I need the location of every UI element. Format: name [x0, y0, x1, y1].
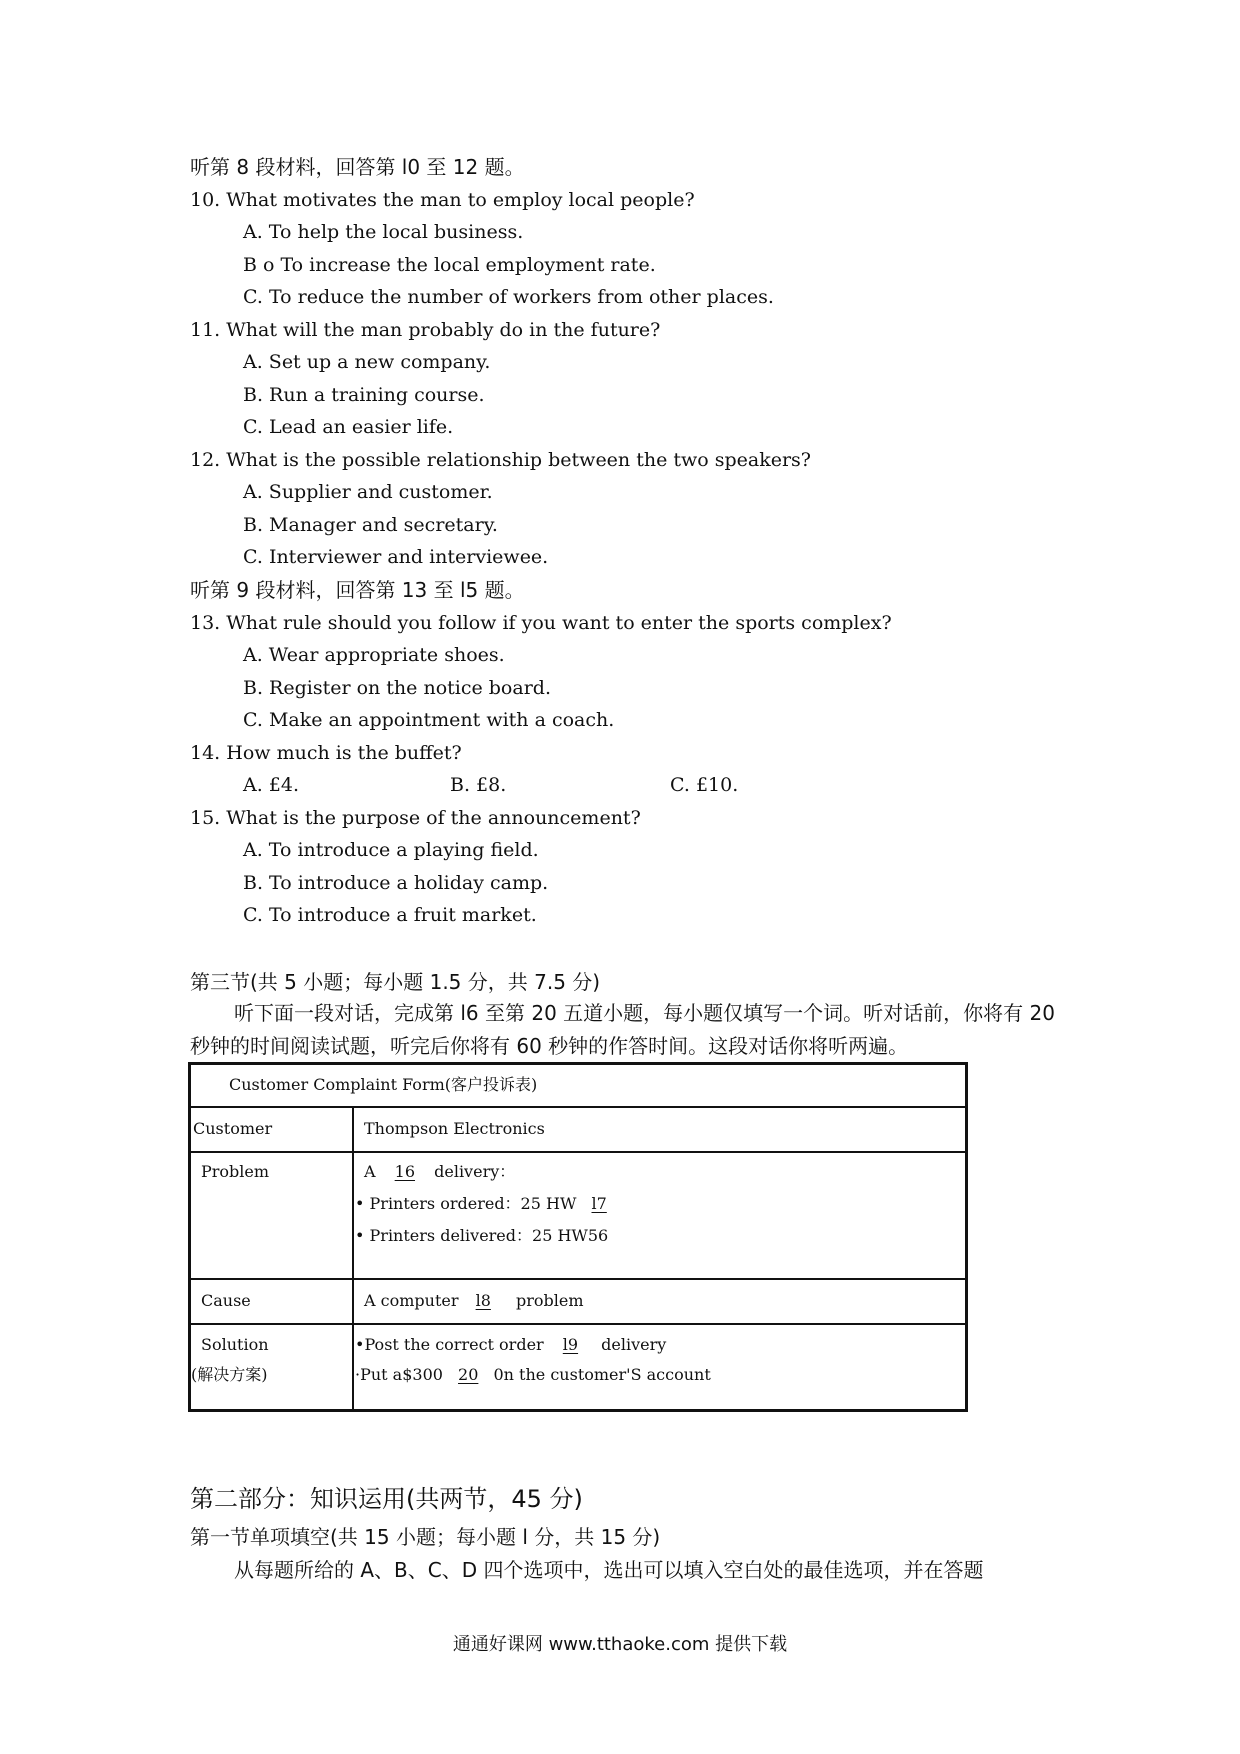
- question-15-option-b: B. To introduce a holiday camp.: [243, 872, 549, 894]
- form-cause-row: [191, 1280, 965, 1325]
- section9-heading: 听第 9 段材料，回答第 13 至 l5 题。: [190, 578, 525, 602]
- blank-16: 16: [394, 1162, 416, 1181]
- form-label-cell: [191, 1280, 354, 1323]
- question-12-option-a: A. Supplier and customer.: [243, 481, 493, 503]
- question-12-option-c: C. Interviewer and interviewee.: [243, 546, 549, 568]
- cause-suffix: problem: [515, 1291, 584, 1310]
- form-problem-row: [191, 1153, 965, 1280]
- question-13-stem: 13. What rule should you follow if you want to enter the sports complex?: [190, 612, 892, 634]
- question-10-option-b: B o To increase the local employment rate.: [243, 254, 656, 276]
- blank-17: l7: [591, 1194, 607, 1213]
- solution-label-cn: (解决方案): [191, 1365, 268, 1384]
- form-solution-row: [191, 1325, 965, 1409]
- part2-subheading: 第一节单项填空(共 15 小题；每小题 l 分，共 15 分): [190, 1525, 661, 1549]
- question-11-stem: 11. What will the man probably do in the future?: [190, 319, 661, 341]
- customer-value: Thompson Electronics: [364, 1119, 545, 1138]
- question-11-option-a: A. Set up a new company.: [243, 351, 491, 373]
- question-14-option-a: A. £4.: [243, 774, 300, 796]
- problem-line-2-prefix: • Printers ordered：25 HW: [355, 1194, 577, 1213]
- solution-line-1: [355, 1335, 666, 1355]
- solution-line-2-prefix: ·Put a$300: [355, 1365, 443, 1384]
- form-title: Customer Complaint Form(客户投诉表): [229, 1075, 538, 1094]
- blank-20: 20: [458, 1365, 479, 1384]
- form-customer-row: [191, 1108, 965, 1153]
- form-title-row: [191, 1065, 965, 1108]
- part2-instruction: 从每题所给的 A、B、C、D 四个选项中，选出可以填入空白处的最佳选项，并在答题: [234, 1558, 984, 1582]
- question-15-stem: 15. What is the purpose of the announcement?: [190, 807, 641, 829]
- question-13-option-c: C. Make an appointment with a coach.: [243, 709, 615, 731]
- question-12-option-b: B. Manager and secretary.: [243, 514, 498, 536]
- solution-label: Solution: [201, 1335, 269, 1354]
- cause-line: [364, 1291, 584, 1311]
- problem-line-1: [364, 1162, 515, 1182]
- cause-prefix: A computer: [364, 1291, 459, 1310]
- problem-line-1-suffix: delivery：: [434, 1162, 516, 1181]
- solution-line-1-prefix: •Post the correct order: [355, 1335, 544, 1354]
- customer-label: Customer: [193, 1119, 273, 1138]
- customer-complaint-form: [188, 1062, 968, 1412]
- solution-line-2: [355, 1365, 711, 1385]
- cause-label: Cause: [201, 1291, 251, 1310]
- problem-line-2: [355, 1194, 617, 1214]
- section3-heading: 第三节(共 5 小题；每小题 1.5 分，共 7.5 分): [190, 970, 601, 994]
- page-footer: 通通好课网 www.tthaoke.com 提供下载: [452, 1634, 788, 1655]
- question-11-option-b: B. Run a training course.: [243, 384, 485, 406]
- question-10-option-c: C. To reduce the number of workers from other places.: [243, 286, 774, 308]
- form-label-cell: [191, 1153, 354, 1278]
- section8-heading: 听第 8 段材料，回答第 l0 至 12 题。: [190, 155, 525, 179]
- question-15-option-a: A. To introduce a playing field.: [243, 839, 539, 861]
- question-14-option-c: C. £10.: [670, 774, 739, 796]
- problem-line-1-prefix: A: [364, 1162, 376, 1181]
- solution-line-2-suffix: 0n the customer'S account: [493, 1365, 711, 1384]
- solution-line-1-suffix: delivery: [601, 1335, 667, 1354]
- problem-label: Problem: [201, 1162, 270, 1181]
- question-10-stem: 10. What motivates the man to employ local people?: [190, 189, 695, 211]
- question-14-stem: 14. How much is the buffet?: [190, 742, 462, 764]
- blank-19: l9: [562, 1335, 579, 1354]
- question-12-stem: 12. What is the possible relationship between the two speakers?: [190, 449, 811, 471]
- form-label-cell: [191, 1325, 354, 1409]
- section3-instruction: 听下面一段对话，完成第 l6 至第 20 五道小题，每小题仅填写一个词。听对话前，你将有 20 秒钟的时间阅读试题，听完后你将有 60 秒钟的作答时间。这段对话你将听两遍。: [190, 1001, 1055, 1058]
- blank-18: l8: [475, 1291, 491, 1310]
- question-13-option-b: B. Register on the notice board.: [243, 677, 551, 699]
- question-14-option-b: B. £8.: [450, 774, 507, 796]
- question-15-option-c: C. To introduce a fruit market.: [243, 904, 537, 926]
- question-10-option-a: A. To help the local business.: [243, 221, 524, 243]
- part2-title: 第二部分：知识运用(共两节，45 分): [190, 1485, 583, 1513]
- question-13-option-a: A. Wear appropriate shoes.: [243, 644, 505, 666]
- form-label-cell: [191, 1108, 354, 1151]
- problem-line-3: • Printers delivered：25 HW56: [355, 1226, 609, 1245]
- question-11-option-c: C. Lead an easier life.: [243, 416, 454, 438]
